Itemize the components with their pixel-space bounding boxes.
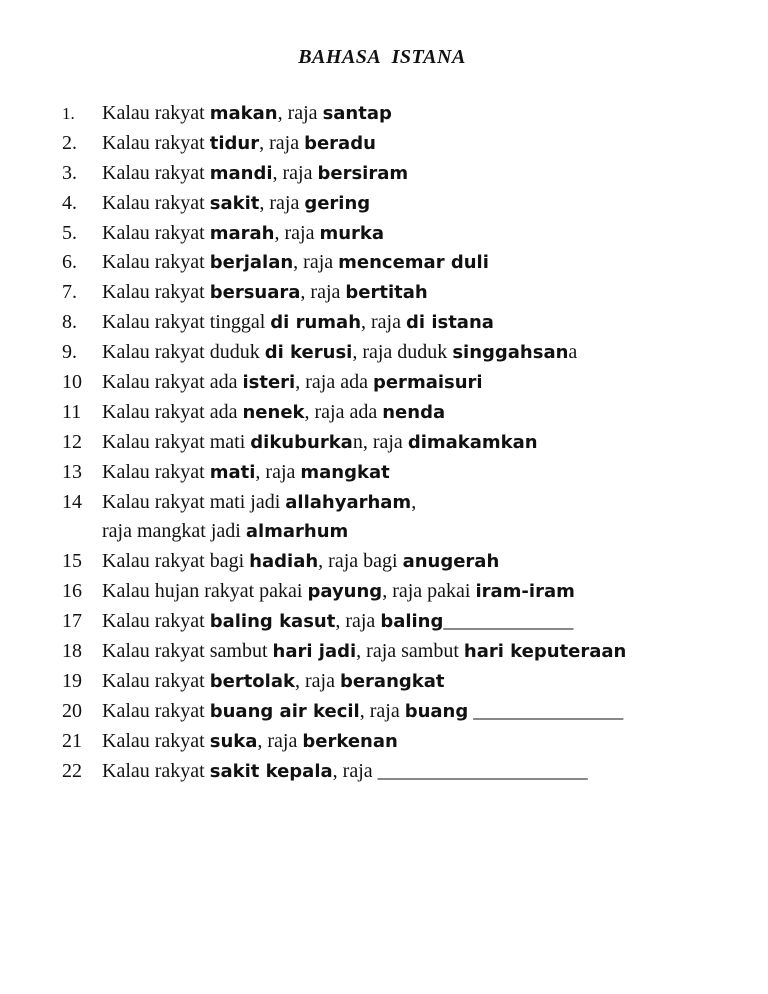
bold-term: bersiram <box>317 162 409 184</box>
list-item-text <box>102 670 445 693</box>
bold-term: almarhum <box>245 521 349 543</box>
list-item <box>62 371 752 401</box>
bold-term: dikuburka <box>250 431 353 453</box>
plain-text: , raja <box>332 759 378 782</box>
list-item-number: 2. <box>62 131 77 154</box>
plain-text: , raja <box>294 669 340 692</box>
list-item <box>62 431 752 461</box>
plain-text: , raja bagi <box>318 550 403 573</box>
bold-term: hari keputeraan <box>463 641 627 663</box>
bold-term: berjalan <box>209 252 294 274</box>
list-item <box>62 580 752 610</box>
plain-text: , raja duduk <box>352 341 453 364</box>
list-item-text <box>102 132 376 155</box>
list-item <box>62 461 752 491</box>
plain-text: Kalau rakyat <box>102 131 210 154</box>
list-item <box>62 491 752 521</box>
plain-text: Kalau rakyat <box>102 221 210 244</box>
plain-text: n, raja <box>352 430 408 453</box>
plain-text: Kalau rakyat mati <box>102 430 251 453</box>
list-item-number: 10 <box>62 371 82 394</box>
bold-term: sakit <box>209 192 260 214</box>
list-item-text <box>102 491 416 514</box>
list-item-text <box>102 341 577 364</box>
bold-term: di rumah <box>270 312 362 334</box>
list-item-text <box>102 222 384 245</box>
bold-term: makan <box>209 103 278 124</box>
list-item-text <box>102 431 538 454</box>
plain-text: , raja ada <box>295 371 373 394</box>
list-item-number: 20 <box>62 699 82 722</box>
page-title: BAHASA ISTANA <box>298 46 466 68</box>
plain-text: a <box>568 341 578 364</box>
list-item <box>62 192 752 222</box>
list-item-number: 14 <box>62 490 82 513</box>
plain-text: , raja ada <box>304 400 383 423</box>
list-item-number: 6. <box>62 251 77 274</box>
list-item-text <box>102 700 623 723</box>
plain-text: Kalau rakyat <box>102 460 210 483</box>
bold-term: bersuara <box>209 282 301 304</box>
bold-term: iram-iram <box>475 581 575 603</box>
list-item-text <box>102 550 499 573</box>
bold-term: singgahsan <box>452 342 569 364</box>
plain-text: Kalau rakyat bagi <box>102 550 250 573</box>
list-item <box>62 700 752 730</box>
bold-term: nenda <box>382 401 446 423</box>
plain-text: Kalau rakyat ada <box>102 371 243 394</box>
bold-term: mangkat <box>300 461 390 483</box>
plain-text: , raja <box>293 251 339 274</box>
list-item-number: 3. <box>62 161 77 184</box>
plain-text: , <box>411 490 417 513</box>
bold-term: baling kasut <box>209 611 336 633</box>
list-item-text <box>102 281 428 304</box>
plain-text: , raja <box>277 102 323 124</box>
bold-term: anugerah <box>402 551 500 573</box>
list-item <box>62 102 752 132</box>
list-item <box>62 311 752 341</box>
vocabulary-list <box>62 102 752 789</box>
plain-text: Kalau rakyat <box>102 251 210 274</box>
bold-term: beradu <box>304 132 376 154</box>
plain-text: Kalau rakyat mati jadi <box>102 490 286 513</box>
plain-text: , raja <box>272 161 318 184</box>
list-item <box>62 730 752 760</box>
list-item <box>62 401 752 431</box>
list-item-text <box>102 640 626 663</box>
bold-term: di kerusi <box>264 342 353 364</box>
list-item-text <box>102 102 392 125</box>
list-item-number: 18 <box>62 640 82 663</box>
plain-text: , raja sambut <box>356 640 464 663</box>
plain-text: , raja <box>361 311 406 334</box>
list-item-number: 13 <box>62 460 82 483</box>
bold-term: bertolak <box>209 670 295 692</box>
bold-term: suka <box>209 730 258 752</box>
plain-text: Kalau rakyat duduk <box>102 341 265 364</box>
plain-text: Kalau rakyat tinggal <box>102 311 271 334</box>
plain-text: Kalau rakyat <box>102 669 210 692</box>
list-item-text <box>102 401 445 424</box>
list-item-text <box>102 251 489 274</box>
bold-term: buang air kecil <box>209 700 360 722</box>
list-item <box>62 760 752 790</box>
plain-text: , raja pakai <box>382 580 476 603</box>
bold-term: bertitah <box>345 282 428 304</box>
bold-term: nenek <box>242 401 305 423</box>
bold-term: mati <box>209 461 256 483</box>
list-item-number: 9. <box>62 341 77 364</box>
list-item <box>62 341 752 371</box>
list-item-text <box>102 461 390 484</box>
list-item <box>62 222 752 252</box>
bold-term: mandi <box>209 162 273 184</box>
plain-text: _______________ <box>468 699 624 722</box>
plain-text: , raja <box>335 610 381 633</box>
list-item-number: 21 <box>62 729 82 752</box>
bold-term: payung <box>307 581 383 603</box>
list-item-number: 15 <box>62 550 82 573</box>
bold-term: berkenan <box>302 730 398 752</box>
plain-text: _____________________ <box>377 759 588 782</box>
bold-term: santap <box>322 103 392 124</box>
plain-text: , raja <box>359 699 405 722</box>
list-item <box>62 550 752 580</box>
bold-term: mencemar duli <box>338 252 489 274</box>
bold-term: permaisuri <box>372 372 483 394</box>
list-item-text <box>102 162 408 185</box>
plain-text: Kalau rakyat <box>102 699 210 722</box>
list-item-text <box>102 192 370 215</box>
list-item <box>62 610 752 640</box>
list-item-number: 7. <box>62 281 77 304</box>
plain-text: , raja <box>300 281 346 304</box>
list-item <box>62 520 752 550</box>
plain-text: Kalau hujan rakyat pakai <box>102 580 308 603</box>
list-item-number: 1. <box>62 104 75 123</box>
list-item-number: 16 <box>62 580 82 603</box>
list-item-number: 17 <box>62 610 82 633</box>
list-item-number: 4. <box>62 191 77 214</box>
plain-text: , raja <box>257 729 303 752</box>
plain-text: , raja <box>259 191 305 214</box>
list-item-text <box>102 371 483 394</box>
list-item-number: 19 <box>62 669 82 692</box>
list-item-number: 8. <box>62 311 77 334</box>
bold-term: murka <box>319 222 385 244</box>
list-item-text <box>102 730 398 753</box>
list-item <box>62 132 752 162</box>
plain-text: Kalau rakyat <box>102 610 210 633</box>
plain-text: Kalau rakyat ada <box>102 400 243 423</box>
plain-text: Kalau rakyat <box>102 161 210 184</box>
plain-text: Kalau rakyat <box>102 191 210 214</box>
bold-term: sakit kepala <box>209 760 333 782</box>
bold-term: berangkat <box>339 670 445 692</box>
list-item-text <box>102 520 348 543</box>
plain-text: raja mangkat jadi <box>102 520 246 543</box>
list-item <box>62 670 752 700</box>
list-item-text <box>102 760 588 783</box>
bold-term: buang <box>404 700 469 722</box>
plain-text: , raja <box>255 460 301 483</box>
bold-term: hadiah <box>249 551 319 573</box>
bold-term: isteri <box>242 372 296 394</box>
plain-text: Kalau rakyat <box>102 102 210 124</box>
bold-term: tidur <box>209 132 260 154</box>
plain-text: _____________ <box>443 610 574 633</box>
plain-text: Kalau rakyat <box>102 759 210 782</box>
bold-term: gering <box>304 192 371 214</box>
plain-text: , raja <box>259 131 305 154</box>
bold-term: baling <box>380 611 444 633</box>
list-item <box>62 162 752 192</box>
bold-term: hari jadi <box>272 641 357 663</box>
list-item-number: 5. <box>62 221 77 244</box>
list-item-text <box>102 311 494 334</box>
plain-text: Kalau rakyat <box>102 729 210 752</box>
plain-text: Kalau rakyat sambut <box>102 640 273 663</box>
list-item <box>62 640 752 670</box>
plain-text: , raja <box>274 221 320 244</box>
bold-term: di istana <box>406 312 494 334</box>
list-item-text <box>102 580 575 603</box>
list-item-number: 22 <box>62 759 82 782</box>
bold-term: allahyarham <box>285 491 412 513</box>
list-item <box>62 251 752 281</box>
list-item-number: 11 <box>62 400 82 423</box>
plain-text: Kalau rakyat <box>102 281 210 304</box>
bold-term: dimakamkan <box>407 431 538 453</box>
bold-term: marah <box>209 222 275 244</box>
list-item-number: 12 <box>62 430 82 453</box>
list-item <box>62 281 752 311</box>
list-item-text <box>102 610 573 633</box>
